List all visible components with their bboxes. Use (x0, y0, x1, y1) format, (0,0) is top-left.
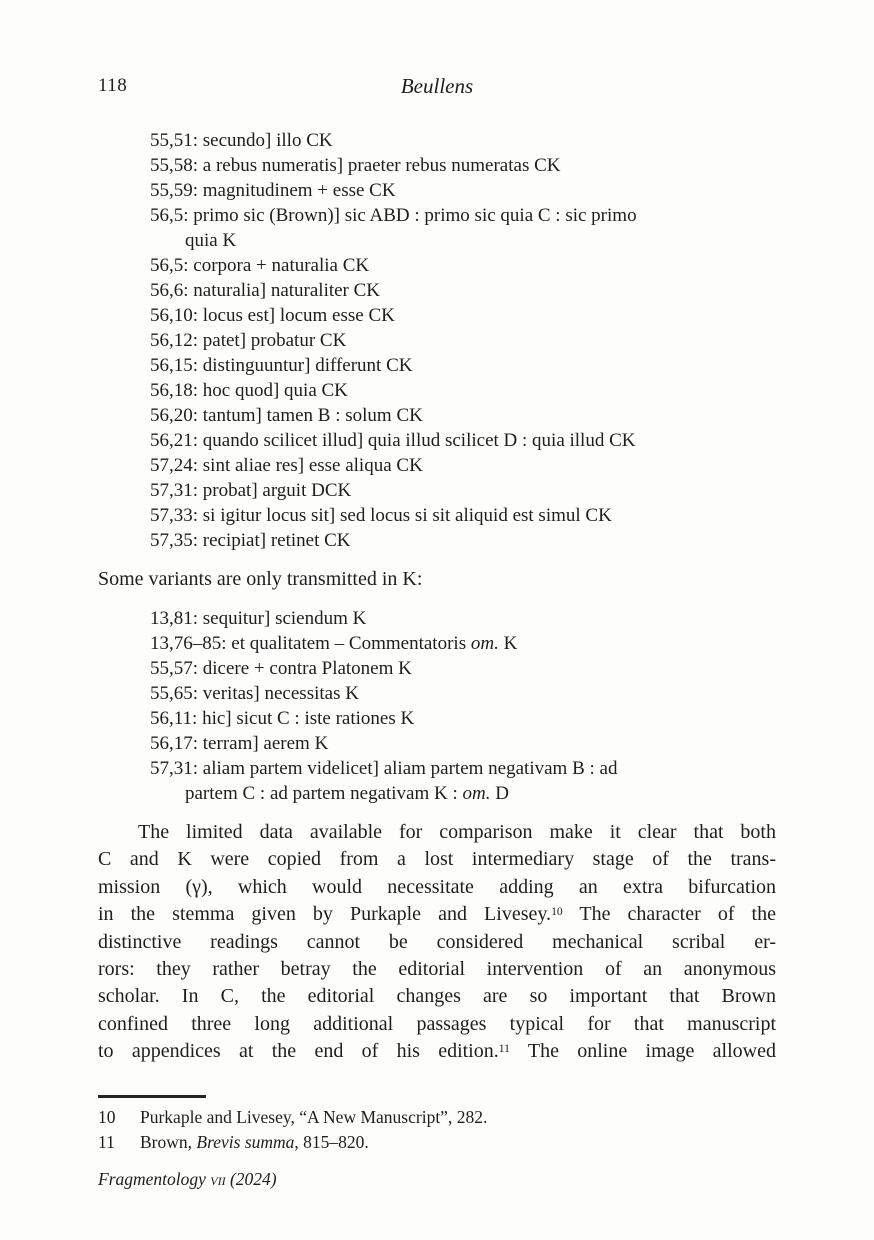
journal-footer: Fragmentology vii (2024) (98, 1168, 277, 1189)
running-header-title: Beullens (400, 74, 474, 98)
variant-item: 55,65: veritas] necessitas K (150, 683, 359, 704)
variant-item: 57,31: probat] arguit DCK (150, 480, 352, 501)
footnote-text: Brown, Brevis summa, 815–820. (140, 1131, 369, 1152)
footnote (98, 1105, 776, 1130)
variant-item: 56,10: locus est] locum esse CK (150, 305, 395, 326)
footnote-separator (98, 1095, 206, 1098)
footnotes (98, 1105, 776, 1155)
variant-item: 13,76–85: et qualitatem – Commentatoris om. K (150, 633, 518, 654)
variant-item: 56,5: corpora + naturalia CK (150, 255, 370, 276)
paragraph-line: scholar. In C, the editorial changes are so important that Brown (98, 985, 776, 1008)
paragraph-line: to appendices at the end of his edition.$^{11}$ The online image allowed (98, 1040, 776, 1063)
variant-item: 55,57: dicere + contra Platonem K (150, 658, 412, 679)
running-header (98, 73, 776, 99)
paragraph-line: distinctive readings cannot be considered mechanical scribal er- (98, 930, 776, 953)
variant-item: 57,35: recipiat] retinet CK (150, 530, 351, 551)
variant-item: 56,17: terram] aerem K (150, 733, 329, 754)
variant-item: 55,59: magnitudinem + esse CK (150, 180, 396, 201)
variant-item: 55,58: a rebus numeratis] praeter rebus numeratas CK (150, 155, 561, 176)
paragraph-line: confined three long additional passages typical for that manuscript (98, 1012, 776, 1035)
paragraph-line: mission (γ), which would necessitate adding an extra bifurcation (98, 875, 776, 898)
variant-item: 57,33: si igitur locus sit] sed locus si sit aliquid est simul CK (150, 505, 612, 526)
variant-item: 55,51: secundo] illo CK (150, 130, 333, 151)
variant-item: 56,12: patet] probatur CK (150, 330, 347, 351)
paragraph-line: rors: they rather betray the editorial intervention of an anonymous (98, 958, 776, 981)
variant-item: 56,6: naturalia] naturaliter CK (150, 280, 381, 301)
paragraph-line: The limited data available for comparison make it clear that both (138, 821, 776, 843)
variant-item: 13,81: sequitur] sciendum K (150, 608, 367, 629)
variant-item: 56,21: quando scilicet illud] quia illud scilicet D : quia illud CK (150, 430, 636, 451)
footnote-text: Purkaple and Livesey, “A New Manuscript”, 282. (140, 1106, 488, 1127)
body-paragraph (98, 819, 776, 1066)
paragraph-line: in the stemma given by Purkaple and Livesey.$^{10}$ The character of the (98, 903, 776, 926)
variant-item: 56,18: hoc quod] quia CK (150, 380, 348, 401)
variant-list-ck (150, 128, 776, 553)
page-number: 118 (98, 75, 128, 96)
variant-item: 57,31: aliam partem videlicet] aliam partem negativam B : ad partem C : ad partem negativam K : om. D (150, 758, 618, 804)
paragraph-line: C and K were copied from a lost intermediary stage of the trans- (98, 848, 776, 871)
variant-item: 57,24: sint aliae res] esse aliqua CK (150, 455, 423, 476)
variant-item: 56,11: hic] sicut C : iste rationes K (150, 708, 415, 729)
variant-item: 56,5: primo sic (Brown)] sic ABD : primo sic quia C : sic primo quia K (150, 205, 637, 251)
variant-item: 56,15: distinguuntur] differunt CK (150, 355, 413, 376)
variant-item: 56,20: tantum] tamen B : solum CK (150, 405, 423, 426)
footnote-number: 11 (98, 1131, 115, 1152)
intro-paragraph: Some variants are only transmitted in K: (98, 568, 423, 590)
footnote-number: 10 (98, 1106, 116, 1127)
footnote (98, 1130, 776, 1155)
variant-list-k (150, 606, 776, 806)
